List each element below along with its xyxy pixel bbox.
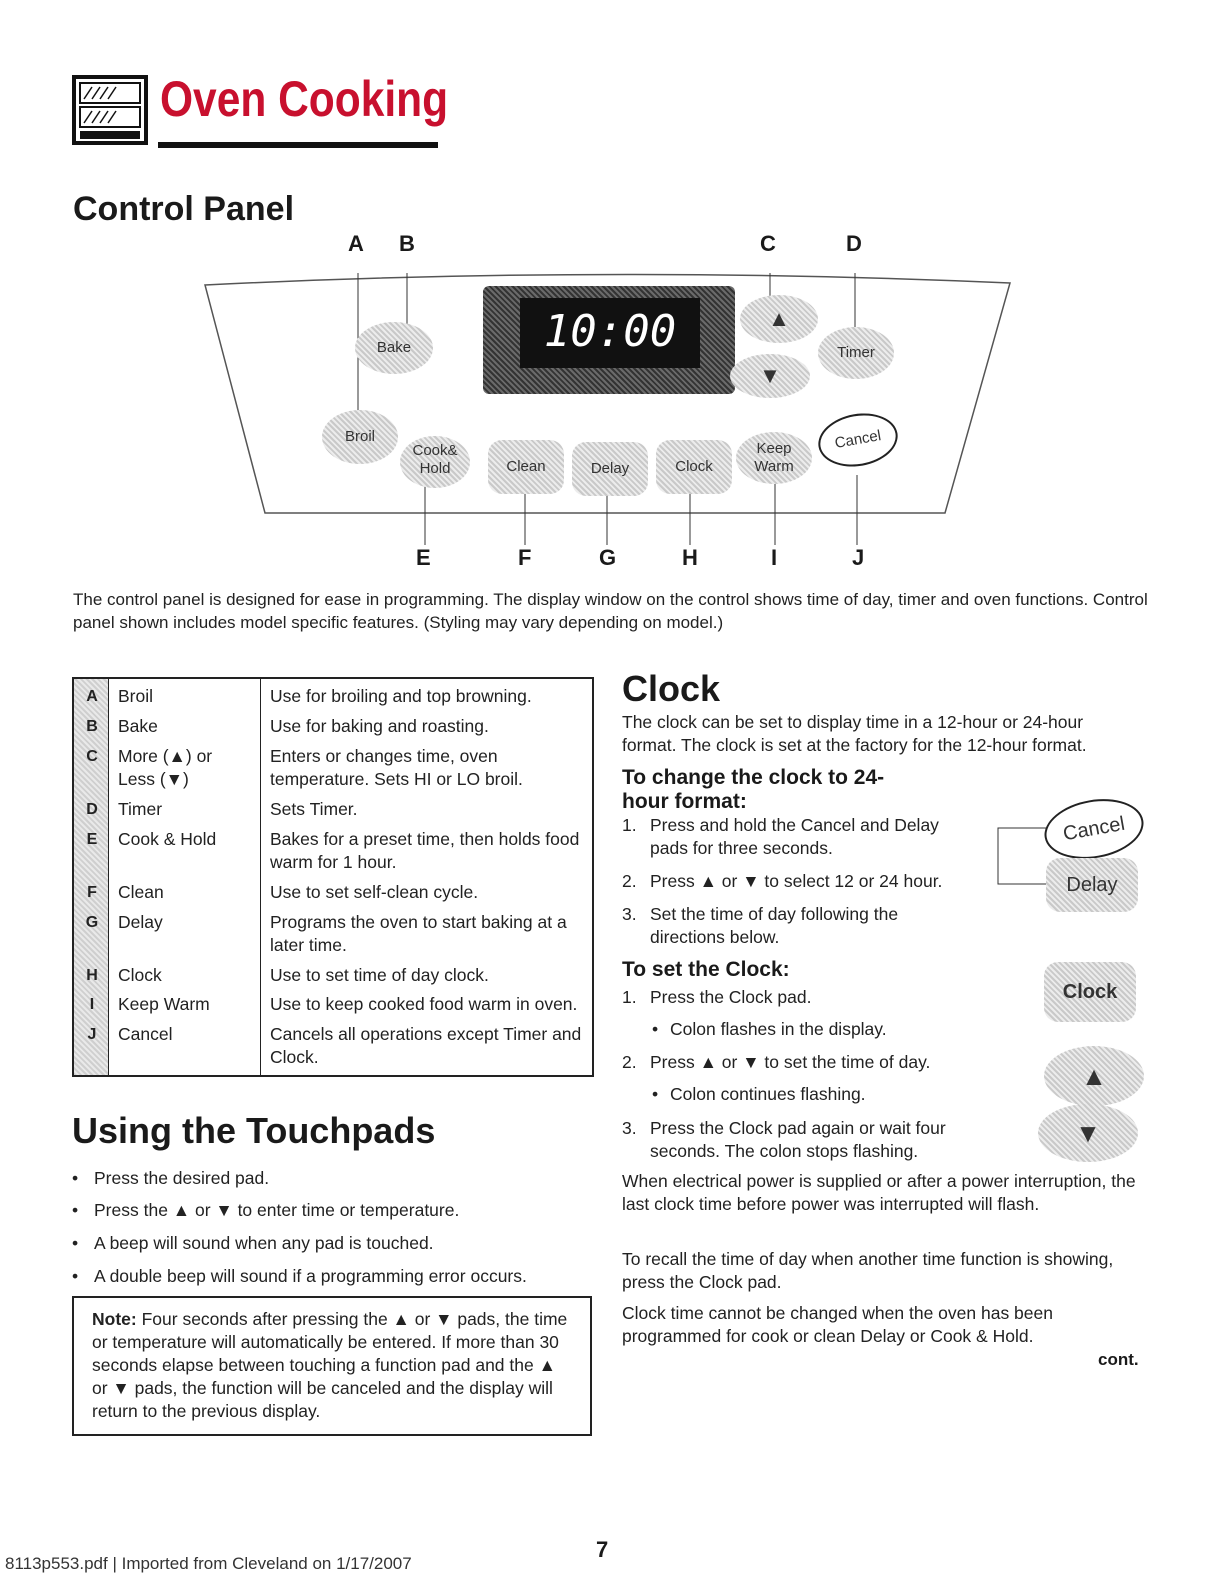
up-arrow-icon: ▲ [768,306,790,331]
label-h: H [682,545,698,570]
row-name: Broil [118,686,154,706]
title-underline [158,142,438,148]
cancel-pad-label: Cancel [833,427,883,452]
row-use: Use for broiling and top browning. [270,686,532,706]
row-use: Cancels all operations except Timer and Clock. [270,1024,582,1067]
less-pad[interactable] [730,354,810,398]
keep-warm-pad[interactable] [736,432,812,484]
clock-intro: The clock can be set to display time in a 12-hour or 24-hour format. The clock is set at the factory for the 12-hour format. [622,712,1087,755]
row-use: Enters or changes time, oven temperature. Sets HI or LO broil. [270,746,523,789]
label-f: F [518,545,532,570]
broil-pad[interactable] [322,410,398,464]
list-item-text: Press the ▲ or ▼ to enter time or temperature. [94,1200,460,1220]
delay-pad-label: Delay [590,460,630,477]
label-i: I [771,545,778,570]
list-item-text: Press the desired pad. [94,1168,270,1188]
list-item-text: Press ▲ or ▼ to set the time of day. [650,1052,931,1072]
clock-paragraph: When electrical power is supplied or after a power interruption, the last clock time before power was interrupted will flash. [622,1171,1136,1214]
list-item-text: Press ▲ or ▼ to select 12 or 24 hour. [650,871,943,891]
list-item-text: Press the Clock pad again or wait four seconds. The colon stops flashing. [650,1118,946,1161]
row-letter: J [87,1026,97,1043]
list-item: • A double beep will sound if a programming error occurs. [72,1266,527,1286]
control-panel-description: The control panel is designed for ease in programming. The display window on the control shows time of day, timer and oven functions. Control panel shown includes model specific features. (Styling may vary depending on model.) [73,590,1148,632]
label-d: D [846,231,862,256]
note-text-block [92,1308,572,1423]
control-panel-heading: Control Panel [73,190,295,228]
clock-pad-label: Clock [675,458,713,475]
row-use: Use to keep cooked food warm in oven. [270,994,578,1014]
row-use: Programs the oven to start baking at a later time. [270,912,567,955]
page-number: 7 [596,1537,609,1562]
clock-heading: Clock [622,668,721,709]
label-b: B [399,231,415,256]
list-item: 3. Set the time of day following the directions below. [622,903,962,949]
bake-pad-label: Bake [376,339,412,356]
timer-pad[interactable] [818,327,894,379]
cook-hold-pad[interactable] [400,436,470,488]
list-item-text: Press the Clock pad. [650,987,812,1007]
more-pad-side[interactable] [1044,1046,1144,1106]
label-c: C [760,231,776,256]
broil-pad-label: Broil [344,428,375,445]
continued-label: cont. [1098,1350,1139,1369]
more-pad[interactable] [740,295,818,343]
up-arrow-icon: ▲ [1081,1061,1107,1091]
footer-text: 8113p553.pdf | Imported from Cleveland on 1/17/2007 [5,1554,412,1573]
clock-pad-side[interactable] [1044,962,1136,1022]
row-name: Bake [118,716,158,736]
row-letter: H [86,967,98,984]
row-name: Keep Warm [118,994,210,1014]
row-name: Clock [118,965,162,985]
down-arrow-icon: ▼ [1075,1118,1101,1148]
row-use: Use to set time of day clock. [270,965,489,985]
timer-pad-label: Timer [837,344,875,361]
row-letter: C [86,748,98,765]
label-j: J [852,545,865,570]
display-time: 10:00 [543,306,677,357]
row-use: Use for baking and roasting. [270,716,489,736]
row-letter: A [86,688,98,705]
list-item: • Colon flashes in the display. [652,1019,887,1039]
row-use: Sets Timer. [270,799,358,819]
list-item-text: Press and hold the Cancel and Delay pads for three seconds. [650,815,939,858]
list-item-text: Colon continues flashing. [670,1084,866,1104]
change-clock-subheading: To change the clock to 24-hour format: [622,766,885,813]
cancel-pad-side-label: Cancel [1061,812,1127,846]
row-name: More (▲) or Less (▼) [118,746,213,789]
note-text: Four seconds after pressing the ▲ or ▼ pads, the time or temperature will automatically be entered. If more than 30 seconds elapse between touching a function pad and the ▲ or ▼ pads, the function will be canceled and the display will return to the previous display. [92,1309,568,1421]
row-letter: G [85,914,99,931]
list-item: • Colon continues flashing. [652,1084,866,1104]
keep-warm-pad-label: Keep Warm [754,440,794,475]
note-label: Note: [92,1309,137,1329]
row-letter: E [86,831,98,848]
clock-pad-side-label: Clock [1062,981,1118,1003]
row-name: Delay [118,912,163,932]
list-item-text: A double beep will sound if a programming error occurs. [94,1266,527,1286]
cook-hold-pad-label: Cook& Hold [412,442,458,477]
clean-pad[interactable] [488,440,564,494]
clock-paragraph: To recall the time of day when another time function is showing, press the Clock pad. [622,1249,1114,1292]
note-box [72,1296,592,1436]
clock-paragraph: Clock time cannot be changed when the oven has been programmed for cook or clean Delay or Cook & Hold. [622,1303,1053,1346]
row-use: Bakes for a preset time, then holds food warm for 1 hour. [270,829,580,872]
row-name: Cancel [118,1024,173,1044]
row-name: Cook & Hold [118,829,217,849]
bake-pad[interactable] [355,322,433,374]
list-item: 2. Press ▲ or ▼ to select 12 or 24 hour. [622,870,962,893]
row-use: Use to set self-clean cycle. [270,882,479,902]
less-pad-side[interactable] [1038,1104,1138,1162]
list-item: 2. Press ▲ or ▼ to set the time of day. [622,1051,962,1074]
delay-pad[interactable] [572,442,648,496]
label-g: G [599,545,617,570]
row-letter: F [87,884,97,901]
list-item-text: A beep will sound when any pad is touched. [94,1233,434,1253]
list-item: 3. Press the Clock pad again or wait four seconds. The colon stops flashing. [622,1117,962,1163]
functions-table [72,677,594,1077]
delay-pad-side-label: Delay [1066,874,1118,896]
list-item-text: Colon flashes in the display. [670,1019,887,1039]
list-item: • Press the ▲ or ▼ to enter time or temperature. [72,1200,460,1220]
clock-pad[interactable] [656,440,732,494]
down-arrow-icon: ▼ [759,363,781,388]
touchpads-heading: Using the Touchpads [72,1110,436,1151]
list-item: • A beep will sound when any pad is touched. [72,1233,434,1253]
delay-pad-side[interactable] [1046,858,1138,912]
label-e: E [416,545,431,570]
oven-icon [72,75,148,147]
set-clock-subheading: To set the Clock: [622,958,790,981]
clean-pad-label: Clean [506,458,546,475]
row-letter: I [89,996,95,1013]
list-item: 1. Press the Clock pad. [622,986,962,1009]
row-name: Clean [118,882,164,902]
row-letter: D [86,801,98,818]
row-name: Timer [118,799,163,819]
page-title: Oven Cooking [160,71,449,127]
list-item: • Press the desired pad. [72,1168,270,1188]
table-divider [108,679,109,1075]
label-a: A [348,231,364,256]
list-item: 1. Press and hold the Cancel and Delay pads for three seconds. [622,814,962,860]
table-divider [260,679,261,1075]
cancel-pad-side[interactable] [1040,792,1149,866]
list-item-text: Set the time of day following the directions below. [650,904,899,947]
row-letter: B [86,718,98,735]
